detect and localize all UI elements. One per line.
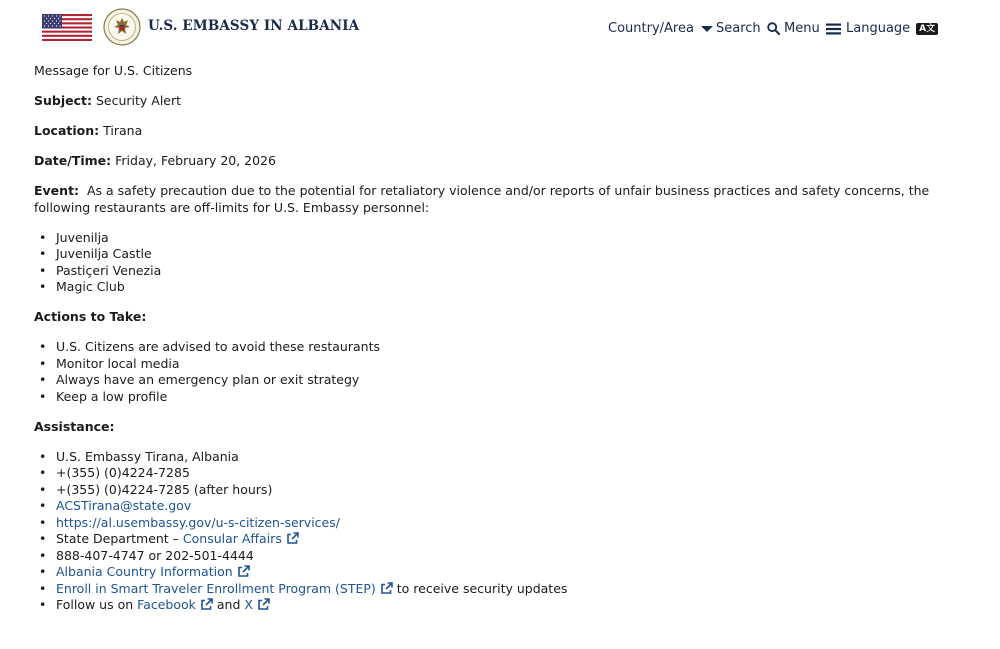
email-link[interactable]: ACSTirana@state.gov xyxy=(56,498,192,513)
subject-value: Security Alert xyxy=(95,93,182,108)
list-item xyxy=(56,515,934,532)
message-intro: Message for U.S. Citizens xyxy=(34,63,193,78)
citizen-services-link[interactable]: https://al.usembassy.gov/u-s-citizen-services/ xyxy=(56,514,340,530)
nav-country-area-label: Country/Area xyxy=(608,21,694,36)
list-item: • U.S. Embassy Tirana, Albania xyxy=(56,449,934,466)
location-label: Location: xyxy=(34,123,100,138)
step-suffix: to receive security updates xyxy=(396,580,568,596)
list-item: • Juvenilja xyxy=(56,230,934,247)
external-link-icon[interactable] xyxy=(257,598,270,611)
external-link-icon[interactable] xyxy=(286,532,299,545)
subject-line xyxy=(34,93,934,110)
datetime-line xyxy=(34,153,934,170)
datetime-label: Date/Time: xyxy=(34,153,112,168)
list-item: • +(355) (0)4224-7285 (after hours) xyxy=(56,482,934,499)
list-item: • Magic Club xyxy=(56,279,934,296)
step-enrollment-link[interactable]: Enroll in Smart Traveler Enrollment Program (STEP) xyxy=(56,580,376,596)
event-line xyxy=(34,183,934,216)
location-value: Tirana xyxy=(103,123,143,138)
list-item: • +(355) (0)4224-7285 xyxy=(56,465,934,482)
datetime-value: Friday, February 20, 2026 xyxy=(115,153,276,168)
nav-country-area[interactable] xyxy=(608,21,714,36)
external-link-icon[interactable] xyxy=(200,598,213,611)
external-link-icon[interactable] xyxy=(380,582,393,595)
us-flag-icon[interactable] xyxy=(42,14,92,41)
hamburger-menu-icon xyxy=(826,23,841,35)
site-header xyxy=(0,0,1000,58)
state-dept-prefix: State Department – xyxy=(56,531,183,546)
list-item xyxy=(56,498,934,515)
nav-language-label: Language xyxy=(846,21,911,36)
nav-search-label: Search xyxy=(716,21,761,36)
list-item xyxy=(56,581,934,598)
language-icon: A文 xyxy=(916,23,938,35)
list-item: • U.S. Citizens are advised to avoid these restaurants xyxy=(56,339,934,356)
nav-menu[interactable] xyxy=(784,21,841,36)
site-title[interactable]: U.S. EMBASSY IN ALBANIA xyxy=(148,18,360,34)
actions-heading xyxy=(34,309,934,326)
caret-down-icon xyxy=(700,25,714,33)
nav-menu-label: Menu xyxy=(784,21,820,36)
external-link-icon[interactable] xyxy=(237,565,250,578)
assistance-heading-text: Assistance: xyxy=(34,418,115,434)
list-item xyxy=(56,531,934,548)
list-item: • Keep a low profile xyxy=(56,389,934,406)
department-seal-icon[interactable] xyxy=(103,8,141,46)
list-item: • Monitor local media xyxy=(56,356,934,373)
nav-language[interactable] xyxy=(846,21,938,36)
alert-content xyxy=(34,63,934,627)
event-label: Event: xyxy=(34,183,80,198)
list-item: • Juvenilja Castle xyxy=(56,246,934,263)
list-item xyxy=(56,597,934,614)
and-text: and xyxy=(216,597,241,612)
country-information-link[interactable]: Albania Country Information xyxy=(56,564,233,579)
search-icon xyxy=(767,22,780,35)
facebook-link[interactable]: Facebook xyxy=(137,597,196,612)
nav-search[interactable] xyxy=(716,21,780,36)
assistance-list xyxy=(34,449,934,614)
event-text: As a safety precaution due to the potential for retaliatory violence and/or reports of unfair business practices and safety concerns, the following restaurants are off-limits for U.S. Embassy personnel: xyxy=(34,183,930,215)
actions-list xyxy=(34,339,934,405)
location-line xyxy=(34,123,934,140)
assistance-heading xyxy=(34,419,934,436)
follow-prefix: Follow us on xyxy=(56,597,134,612)
consular-affairs-link[interactable]: Consular Affairs xyxy=(182,531,282,546)
restaurant-list xyxy=(34,230,934,296)
list-item: • Pastiçeri Venezia xyxy=(56,263,934,280)
list-item xyxy=(56,564,934,581)
list-item: • Always have an emergency plan or exit strategy xyxy=(56,372,934,389)
actions-heading-text: Actions to Take: xyxy=(34,309,147,324)
list-item: • 888-407-4747 or 202-501-4444 xyxy=(56,548,934,565)
subject-label: Subject: xyxy=(34,93,92,108)
x-link[interactable]: X xyxy=(244,597,253,612)
